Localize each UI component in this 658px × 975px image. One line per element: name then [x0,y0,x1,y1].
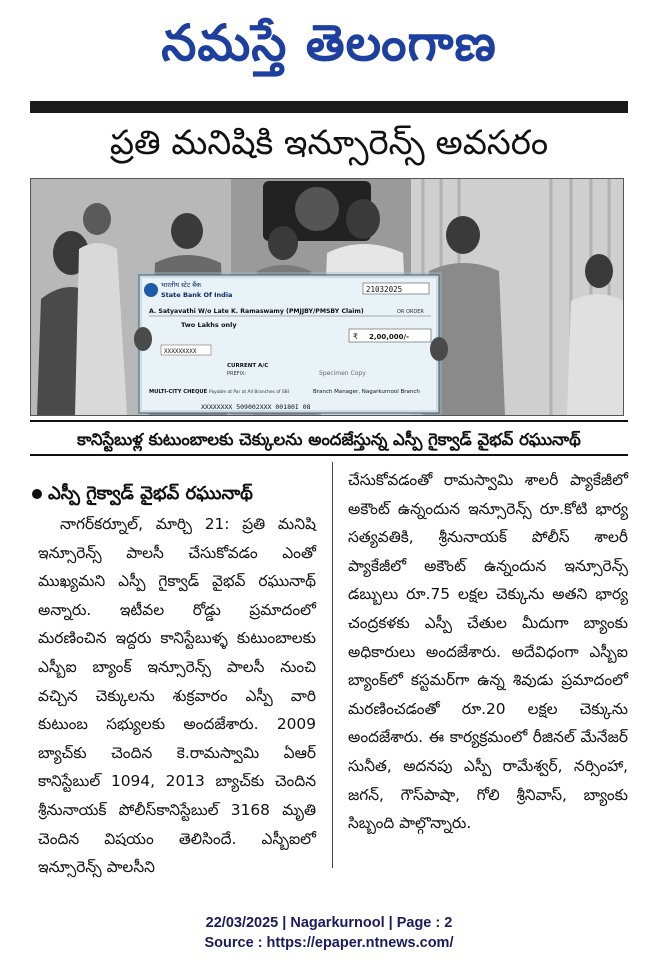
cheque-bank-english: State Bank Of India [161,291,233,299]
cheque-specimen: Specimen Copy [319,370,366,377]
cheque-micr: XXXXXXXX 509002XXX 00180I 08 [201,403,311,411]
cheque-signatory: Branch Manager, Nagarkurnool Branch [313,389,420,395]
photo-scene [31,179,623,415]
cheque-account-type: CURRENT A/C [227,363,269,369]
cheque-bank-hindi: भारतीय स्टेट बैंक [161,281,201,289]
cheque-prefix: PREFIX: [227,371,247,377]
cheque-amount: 2,00,000/- [369,333,410,341]
news-photo [30,178,624,416]
masthead [0,4,658,82]
article-body-right: చేసుకోవడంతో రామస్వామి శాలరీ ప్యాకేజీలో అకౌంట్ ఉన్నందున ఇన్సూరెన్స్ రూ.కోటి భార్య సత్యవతికి, శ్రీనునాయక్ పోలీస్ శాలరీ ప్యాకేజీలో అకౌంట్ ఉన్నందున ఇన్సూరెన్స్ డబ్బులు రూ.75 లక్షల చెక్కును అతని భార్య చంద్రకళకు ఎస్పీ చేతుల మీదుగా బ్యాంకు అధికారులు అందజేశారు. అదేవిధంగా ఎస్బీఐ బ్యాంక్‌లో కస్టమర్‌గా ఉన్న శివుడు ప్రమాదంలో మరణించడంతో రూ.20 లక్షల చెక్కును అందజేశారు. ఈ కార్యక్రమంలో రీజినల్ మేనేజర్ సునీత, అదనపు ఎస్పీ రామేశ్వర్, నర్సింహా, జగన్, గౌస్‌పాషా, గోలి శ్రీనివాస్, బ్యాంకు సిబ్బంది పాల్గొన్నారు. [348,471,628,833]
cheque-or-order: OR ORDER [397,309,424,315]
photo-caption: కానిస్టేబుళ్ల కుటుంబాలకు చెక్కులను అందజేస్తున్న ఎస్పీ గైక్వాడ్ వైభవ్ రఘునాథ్ [30,420,628,456]
cheque-date: 21032025 [366,285,403,294]
police-emblem-icon [295,187,339,231]
footer-edition: 22/03/2025 | Nagarkurnool | Page : 2 [205,915,453,931]
article-body-left: నాగర్‌కర్నూల్, మార్చి 21: ప్రతి మనిషి ఇన్సూరెన్స్ పాలసీ చేసుకోవడం ఎంతో ముఖ్యమని ఎస్పీ గైక్వాడ్ వైభవ్ రఘునాథ్ అన్నారు. ఇటీవల రోడ్డు ప్రమాదంలో మరణించిన ఇద్దరు కానిస్టేబుళ్ళ కుటుంబాలకు ఎస్బీఐ బ్యాంక్ ఇన్సూరెన్స్ పాలసీ నుంచి వచ్చిన చెక్కులను శుక్రవారం ఎస్పీ వారి కుటుంబ సభ్యులకు అందజేశారు. 2009 బ్యాచ్‌కు చెందిన కె.రామస్వామి ఏఆర్ కానిస్టేబుల్ 1094, 2013 బ్యాచ్‌కు చెందిన శ్రీనునాయక్ పోలీస్‌కానిస్టేబుల్ 3168 మృతి చెందిన విషయం తెలిసిందే. ఎస్బీఐలో ఇన్సూరెన్స్ పాలసీని [38,515,316,877]
bullet-icon [32,489,42,499]
cheque-amount-words: Two Lakhs only [181,321,237,329]
cheque-payee: A. Satyavathi W/o Late K. Ramaswamy (PMJJBY/PMSBY Claim) [149,308,364,315]
cheque-currency: ₹ [353,332,358,341]
sbi-logo-icon [144,283,158,297]
header-rule [30,101,628,113]
footer-source: Source : https://epaper.ntnews.com/ [204,935,454,951]
cheque-account-mask: XXXXXXXXX [164,348,197,355]
hand-right [430,337,448,361]
cheque-multicity: MULTI-CITY CHEQUE [149,389,208,395]
byline-text: ఎస్పీ గైక్వాడ్ వైభవ్ రఘునాథ్ [48,483,253,504]
hand-left [134,327,152,351]
article-headline: ప్రతి మనిషికి ఇన్సూరెన్స్ అవసరం [109,123,549,163]
cheque-multicity-note: Payable at Par at All Branches of SBI [209,390,289,395]
column-divider [332,462,333,868]
masthead-title: నమస్తే తెలంగాణ [161,14,497,72]
article-byline [32,478,332,510]
cheque [139,275,439,413]
